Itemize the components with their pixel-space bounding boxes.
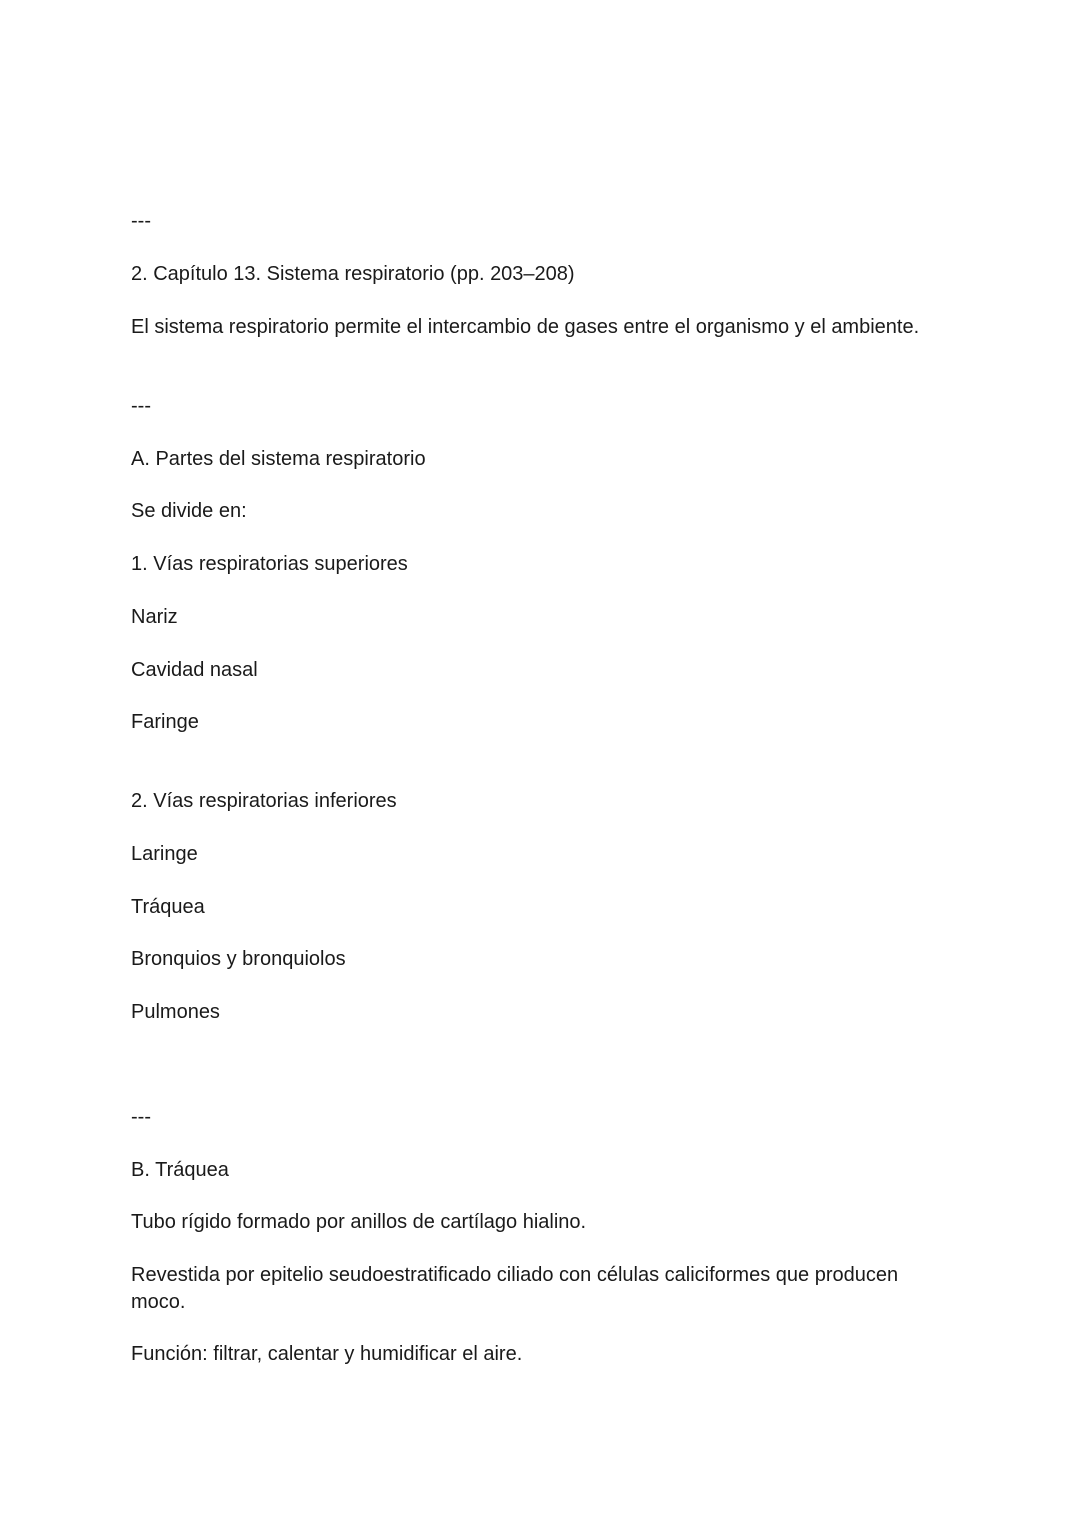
lower-airways-heading: 2. Vías respiratorias inferiores [131, 790, 397, 812]
separator: --- [131, 1106, 151, 1128]
list-item: Cavidad nasal [131, 659, 258, 681]
upper-airways-heading: 1. Vías respiratorias superiores [131, 553, 408, 575]
list-item: Laringe [131, 843, 198, 865]
section-b-paragraph: Revestida por epitelio seudoestratificado ciliado con células caliciformes que producen moco. [131, 1264, 899, 1313]
separator: --- [131, 210, 151, 232]
separator: --- [131, 395, 151, 417]
list-item: Bronquios y bronquiolos [131, 948, 346, 970]
list-item: Pulmones [131, 1001, 220, 1023]
section-b-paragraph: Tubo rígido formado por anillos de cartílago hialino. [131, 1211, 587, 1233]
chapter-title: 2. Capítulo 13. Sistema respiratorio (pp. 203–208) [131, 263, 575, 285]
section-b-paragraph: Función: filtrar, calentar y humidificar el aire. [131, 1343, 523, 1365]
section-a-heading: A. Partes del sistema respiratorio [131, 448, 426, 470]
list-item: Nariz [131, 606, 178, 628]
section-a-lead: Se divide en: [131, 500, 247, 522]
section-b-heading: B. Tráquea [131, 1159, 229, 1181]
list-item: Faringe [131, 711, 199, 733]
intro-paragraph: El sistema respiratorio permite el intercambio de gases entre el organismo y el ambiente. [131, 316, 920, 338]
list-item: Tráquea [131, 896, 205, 918]
